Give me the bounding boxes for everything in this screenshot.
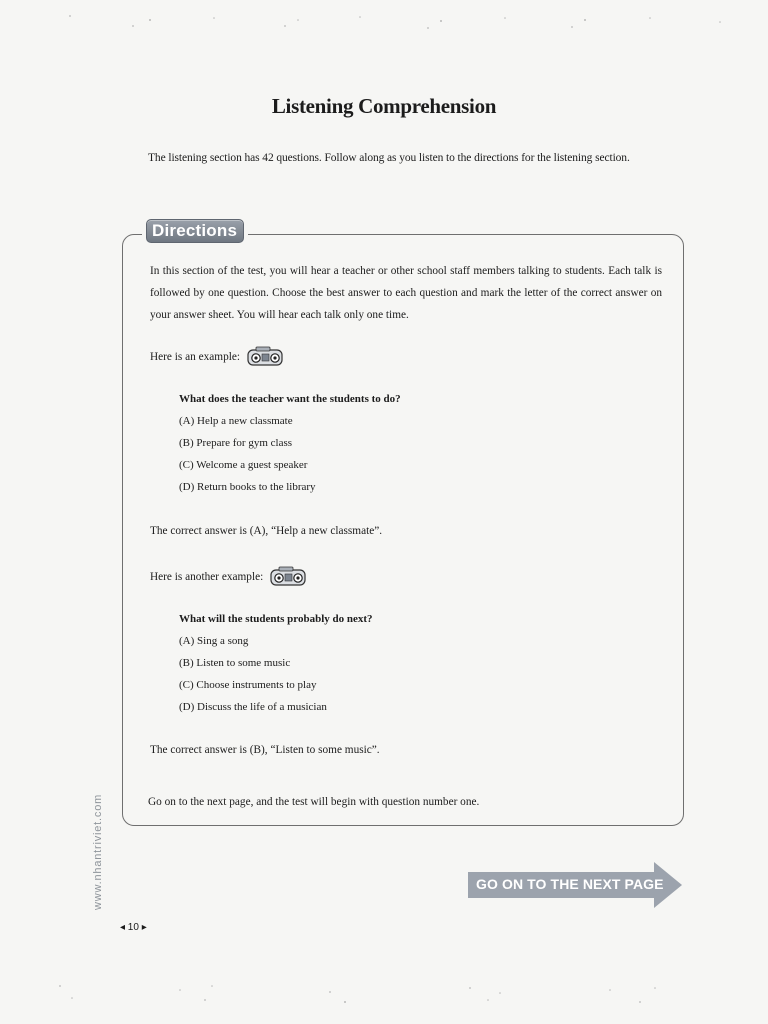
directions-label: Directions <box>146 219 244 243</box>
go-on-instruction: Go on to the next page, and the test will begin with question number one. <box>148 796 480 808</box>
cassette-player-icon <box>246 346 286 368</box>
choice-item: (B) Prepare for gym class <box>179 437 293 449</box>
choice-item: (B) Listen to some music <box>179 657 291 669</box>
intro-text: The listening section has 42 questions. Follow along as you listen to the directions for the listening section. <box>148 152 630 164</box>
next-page-label: GO ON TO THE NEXT PAGE <box>476 876 664 892</box>
choice-item: (A) Sing a song <box>179 635 249 647</box>
page-title: Listening Comprehension <box>271 94 497 118</box>
example-2-question: What will the students probably do next? <box>179 613 373 625</box>
scan-noise-top <box>0 8 768 48</box>
example-1-intro <box>150 346 286 368</box>
site-watermark: www.nhantriviet.com <box>92 793 104 910</box>
choice-item: (C) Welcome a guest speaker <box>179 459 308 471</box>
choice-item: (D) Discuss the life of a musician <box>179 701 327 713</box>
example-2-intro <box>150 566 309 588</box>
cassette-player-icon <box>269 566 309 588</box>
example-2-answer: The correct answer is (B), “Listen to some music”. <box>150 744 380 756</box>
directions-tab <box>142 219 248 243</box>
example-2-choices <box>179 630 327 718</box>
directions-text: In this section of the test, you will hear a teacher or other school staff members talking to students. Each talk is followed by one question. Choose the best answer to each question and mark the letter of the correct answer on your answer sheet. You will hear each talk only one time. <box>150 265 662 321</box>
example-1-question: What does the teacher want the students to do? <box>179 393 401 405</box>
next-page-arrow <box>468 862 686 908</box>
scan-noise-bottom <box>0 978 768 1018</box>
choice-item: (C) Choose instruments to play <box>179 679 317 691</box>
example-1-answer: The correct answer is (A), “Help a new classmate”. <box>150 525 383 537</box>
example-2-intro-text: Here is another example: <box>150 571 264 583</box>
page-number: ◂ 10 ▸ <box>120 922 147 933</box>
example-1-intro-text: Here is an example: <box>150 351 241 363</box>
choice-item: (A) Help a new classmate <box>179 415 293 427</box>
example-1-choices <box>179 410 316 498</box>
choice-item: (D) Return books to the library <box>179 481 316 493</box>
